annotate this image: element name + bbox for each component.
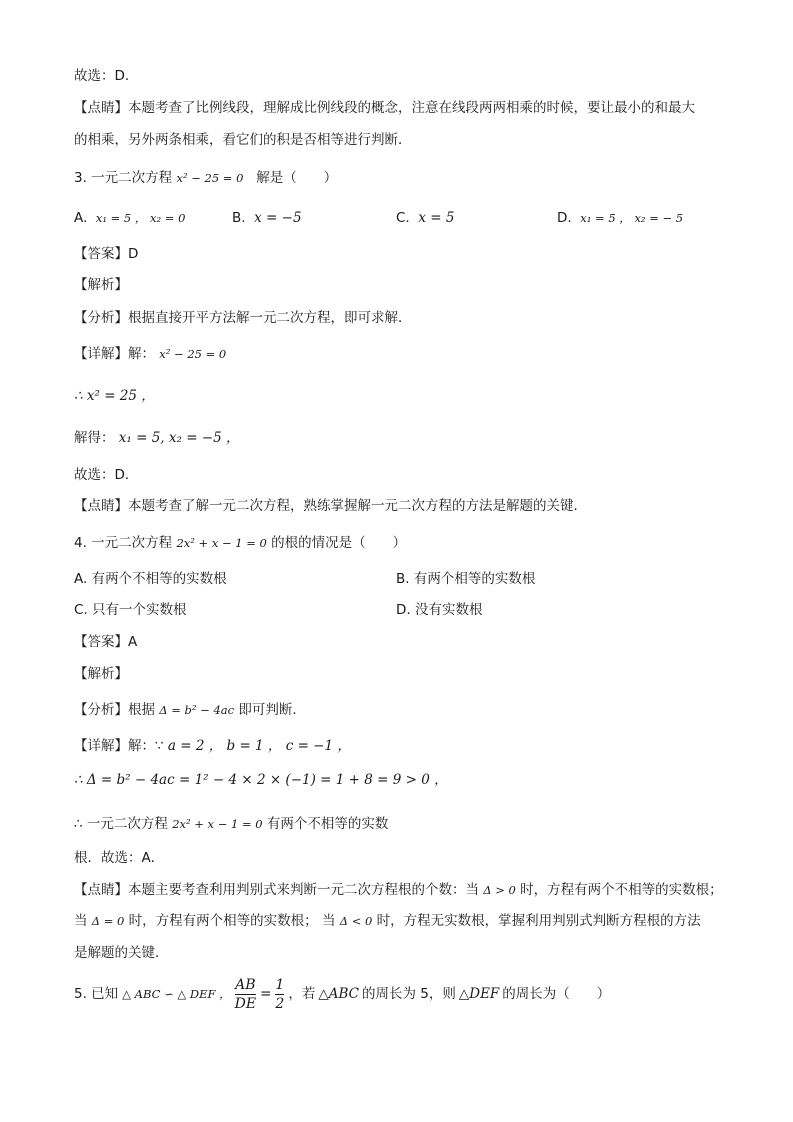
option-a: A. 有两个不相等的实数根 [74,571,227,587]
question-4: 4. 一元二次方程 2x² + x − 1 = 0 的根的情况是（ ） [74,535,407,551]
detail: 【详解】解： x² − 25 = 0 [74,346,227,362]
detail: 【详解】解：∵ a = 2 ， b = 1 ， c = −1 ， [74,738,351,754]
analysis-heading: 【解析】 [74,277,128,293]
note: 是解题的关键． [74,945,169,961]
option-d: D. 没有实数根 [396,602,483,618]
answer: 【答案】D [74,246,139,262]
equation: x² − 25 = 0 [176,171,244,185]
step: ∴ 一元二次方程 2x² + x − 1 = 0 有两个不相等的实数 [74,816,389,832]
text-line: 的相乘，另外两条相乘，看它们的积是否相等进行判断． [74,132,412,148]
note: 【点睛】本题考查了解一元二次方程，熟练掌握解一元二次方程的方法是解题的关键． [74,498,587,514]
text-line: 【点睛】本题考查了比例线段，理解成比例线段的概念，注意在线段两两相乘的时候，要让最小的和最大 [74,100,695,116]
analysis: 【分析】根据 Δ = b² − 4ac 即可判断． [74,702,306,718]
step: 解得： x₁ = 5, x₂ = −5 ， [74,430,240,446]
step: ∴ Δ = b² − 4ac = 1² − 4 × 2 × (−1) = 1 + 8 = 9 > 0 ， [74,772,448,788]
step: ∴ x² = 25 ， [74,388,155,404]
fraction: $\frac{1}{2}$ [275,976,285,1012]
note: 当 Δ = 0 时，方程有两个相等的实数根； 当 Δ < 0 时，方程无实数根，掌握利用判别式判断方程根的方法 [74,913,701,929]
option-a: A. x₁ = 5 ， x₂ = 0 [74,210,186,226]
option-c: C. x = 5 [396,210,455,226]
choose: 故选：D． [74,467,139,483]
question-3: 3. 一元二次方程 x² − 25 = 0 解是（ ） [74,170,338,186]
fraction: $\frac{AB}{DE}$ [234,976,257,1012]
text-line: 故选：D． [74,68,139,84]
analysis: 【分析】根据直接开平方法解一元二次方程，即可求解． [74,310,412,326]
option-d: D. x₁ = 5 ， x₂ = − 5 [557,210,684,226]
analysis-heading: 【解析】 [74,666,128,682]
option-b: B. x = −5 [232,210,302,226]
option-b: B. 有两个相等的实数根 [396,571,536,587]
question-5: 5. 已知 △ ABC ∽ △ DEF ， $\frac{AB}{DE}$ = $\frac{1}{2}$ ，若 △ABC 的周长为 5，则 △DEF 的周长为（ ） [74,976,611,1012]
step: 根．故选：A． [74,850,165,866]
note: 【点睛】本题主要考查利用判别式来判断一元二次方程根的个数：当 Δ > 0 时，方程有两个不相等的实数根； [74,882,723,898]
answer: 【答案】A [74,634,138,650]
option-c: C. 只有一个实数根 [74,602,187,618]
